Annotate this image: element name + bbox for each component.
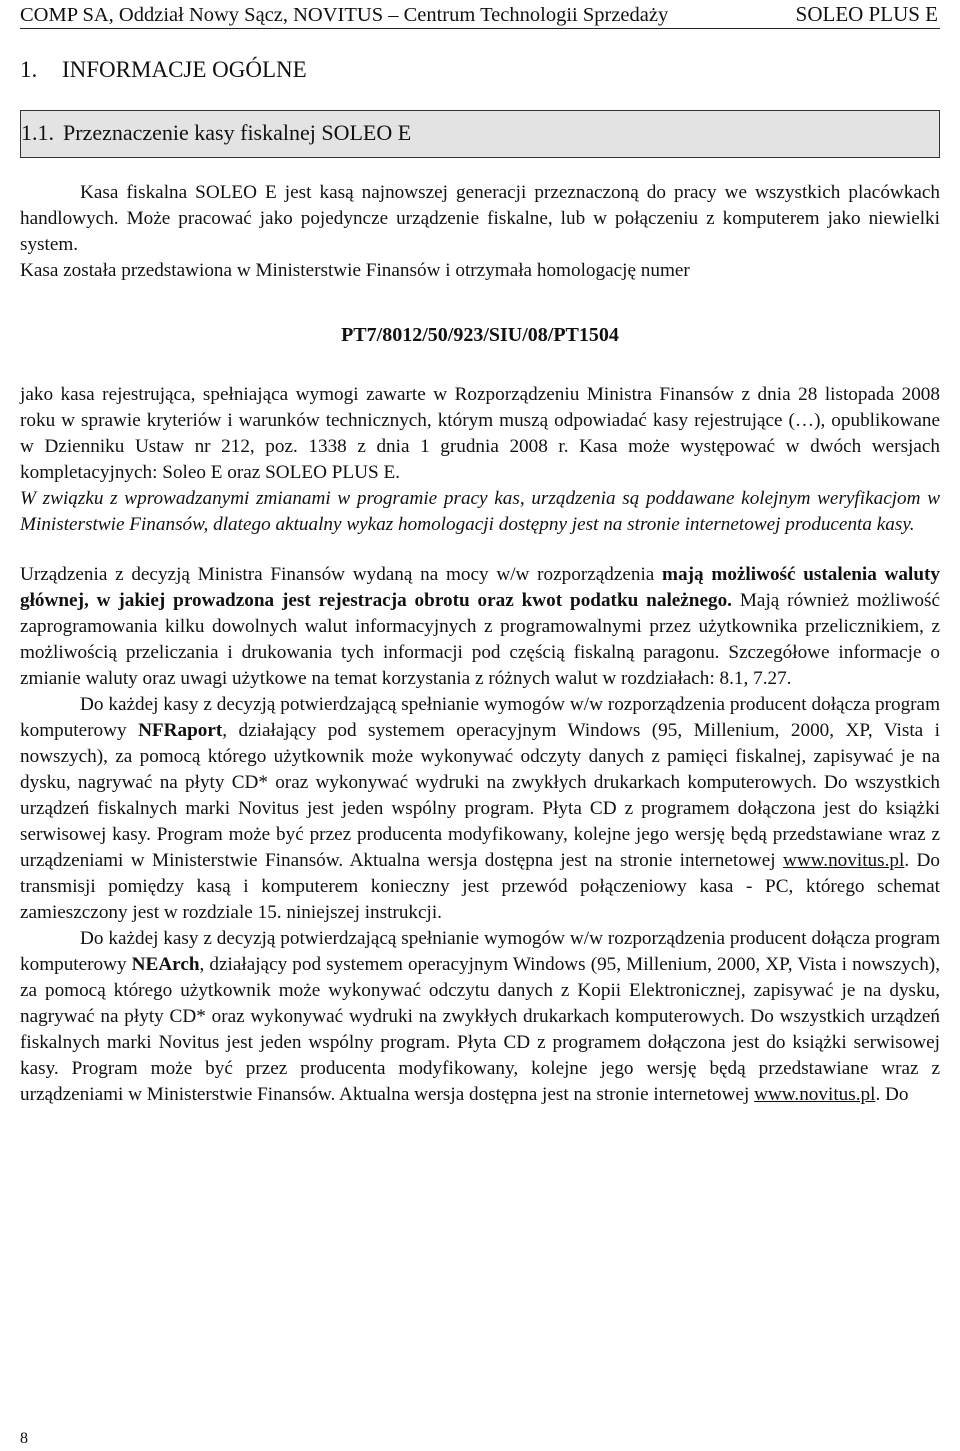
program-name-nearch: NEArch [131,954,200,975]
subsection-title: Przeznaczenie kasy fiskalnej SOLEO E [63,120,412,145]
section-title: INFORMACJE OGÓLNE [62,57,307,82]
paragraph-verification-note: W związku z wprowadzanymi zmianami w programie pracy kas, urządzenia są poddawane kolejnym weryfikacjom w Ministerstwie Finansów, dlatego aktualny wykaz homologacji dostępny jest na stronie internetowej producenta kasy. [20,488,940,535]
paragraph-nfraport [20,692,940,926]
program-name-nfraport: NFRaport [138,720,223,741]
section-number: 1. [20,57,38,82]
homologation-number: PT7/8012/50/923/SIU/08/PT1504 [341,324,619,346]
text-run: , działający pod systemem operacyjnym Windows (95, Millenium, 2000, XP, Vista i nowszych), za pomocą którego użytkownik może wykonywać odczytu danych z Kopii Elektronicznej, zapisywać je na dysku, nagrywać na płyty CD* oraz wykonywać wydruki na zwykłych drukarkach komputerowych. Do wszystkich urządzeń fiskalnych marki Novitus jest jeden wspólny program. Płyta CD z programem dołączona jest do książki serwisowej kasy. Program może być przez producenta modyfikowany, kolejne jego wersję będą przedstawiane wraz z urządzeniami w Ministerstwie Finansów. Aktualna wersja dostępna jest na stronie internetowej [20,954,940,1105]
page-header [20,0,940,29]
header-company: COMP SA, Oddział Nowy Sącz, NOVITUS – Centrum Technologii Sprzedaży [20,4,669,26]
text-run: , działający pod systemem operacyjnym Windows (95, Millenium, 2000, XP, Vista i nowszych), za pomocą którego użytkownik może wykonywać odczyty danych z pamięci fiskalnej, zapisywać je na dysku, nagrywać na płyty CD* oraz wykonywać wydruki na zwykłych drukarkach komputerowych. Do wszystkich urządzeń fiskalnych marki Novitus jest jeden wspólny program. Płyta CD z programem dołączona jest do książki serwisowej kasy. Program może być przez producenta modyfikowany, kolejne jego wersję będą przedstawiane wraz z urządzeniami w Ministerstwie Finansów. Aktualna wersja dostępna jest na stronie internetowej [20,720,940,871]
page-number: 8 [20,1430,28,1447]
novitus-link[interactable]: www.novitus.pl [754,1084,876,1105]
text-run: Urządzenia z decyzją Ministra Finansów wydaną na mocy w/w rozporządzenia [20,564,663,585]
bold-run: mają możliwość ustalenia waluty głównej, w jakiej prowadzona jest rejestracja obrotu oraz kwot podatku należnego. [20,564,940,611]
paragraph-currency [20,562,940,692]
document-body [20,180,940,1108]
text-run: Do każdej kasy z decyzją potwierdzającą spełnianie wymogów w/w rozporządzenia producent dołącza program komputerowy [20,694,940,741]
paragraph-nearch [20,926,940,1108]
paragraph-intro: Kasa fiskalna SOLEO E jest kasą najnowszej generacji przeznaczoną do pracy we wszystkich placówkach handlowych. Może pracować jako pojedyncze urządzenie fiskalne, lub w połączeniu z komputerem jako niewielki system. [20,182,940,255]
spacer [20,538,940,562]
paragraph-regulation: jako kasa rejestrująca, spełniająca wymogi zawarte w Rozporządzeniu Ministra Finansów z dnia 28 listopada 2008 roku w sprawie kryteriów i warunków technicznych, którym muszą odpowiadać kasy rejestrujące (…), opublikowane w Dzienniku Ustaw nr 212, poz. 1338 z dnia 1 grudnia 2008 r. Kasa może występować w dwóch wersjach kompletacyjnych: Soleo E oraz SOLEO PLUS E. [20,384,940,483]
subsection-number: 1.1. [21,120,54,145]
text-run: . Do [875,1084,909,1105]
header-product: SOLEO PLUS E [795,2,938,26]
subsection-heading-box [20,110,940,158]
text-run: Mają również możliwość zaprogramowania kilku dowolnych walut informacyjnych z programowalnymi przez użytkownika przelicznikiem, z możliwością przeliczania i drukowania tych informacji pod częścią fiskalną paragonu. Szczegółowe informacje o zmianie waluty oraz uwagi użytkowe na temat korzystania z różnych walut w rozdziałach: 8.1, 7.27. [20,590,940,689]
novitus-link[interactable]: www.novitus.pl [782,850,905,871]
section-heading-1 [20,57,940,87]
paragraph-homologation-intro: Kasa została przedstawiona w Ministerstwie Finansów i otrzymała homologację numer [20,260,690,281]
text-run: . Do transmisji pomiędzy kasą i komputerem konieczny jest przewód połączeniowy kasa - PC, którego schemat zamieszczony jest w rozdziale 15. niniejszej instrukcji. [20,850,940,923]
text-run: Do każdej kasy z decyzją potwierdzającą spełnianie wymogów w/w rozporządzenia producent dołącza program komputerowy [20,928,940,975]
